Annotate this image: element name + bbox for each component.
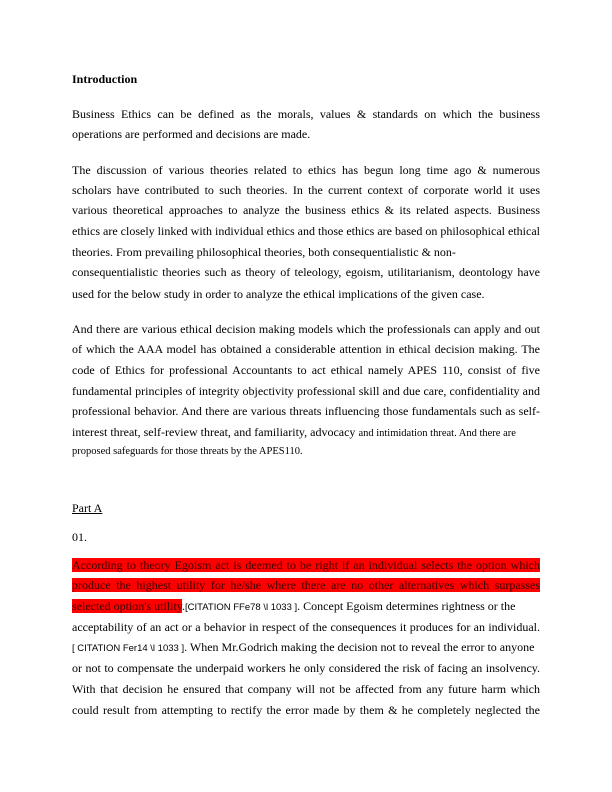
highlighted-text: According to theory Egoism act is deemed to be right if an individual selects the option which: [72, 558, 540, 572]
question-number: 01.: [72, 530, 87, 544]
paragraph-text: . Concept Egoism determines rightness or the: [297, 599, 516, 613]
paragraph-line: Business Ethics can be defined as the morals, values & standards on which the business: [72, 107, 540, 121]
paragraph-line-mixed: [72, 425, 540, 441]
paragraph-line: The discussion of various theories related to ethics has begun long time ago & numerous: [72, 163, 540, 177]
paragraph-line: code of Ethics for professional Accountants to act ethical namely APES 110, consist of five: [72, 363, 540, 377]
paragraph-line: theories. From prevailing philosophical theories, both consequentialistic & non-: [72, 245, 456, 259]
paragraph-line: various theoretical approaches to analyze the business ethics & its related aspects. Business: [72, 203, 540, 217]
paragraph-line: scholars have contributed to such theories. In the current context of corporate world it uses: [72, 183, 540, 197]
heading-introduction: Introduction: [72, 72, 138, 86]
paragraph-line: consequentialistic theories such as theory of teleology, egoism, utilitarianism, deontology have: [72, 265, 540, 279]
heading-part-a: Part A: [72, 501, 103, 515]
highlighted-text: produce the highest utility for he/she where there are no other alternatives which surpasses: [72, 578, 540, 592]
paragraph-line: professional behavior. And there are various threats influencing those fundamentals such as self-: [72, 404, 540, 418]
paragraph-line: could result from attempting to rectify the error made by them & he completely neglected the: [72, 703, 540, 717]
paragraph-line: With that decision he ensured that company will not be affected from any future harm which: [72, 682, 540, 696]
paragraph-line: of which the AAA model has obtained a considerable attention in ethical decision making. The: [72, 342, 540, 356]
paragraph-line: proposed safeguards for those threats by the APES110.: [72, 446, 303, 457]
paragraph-line: And there are various ethical decision making models which the professionals can apply and out: [72, 322, 540, 336]
paragraph-line: used for the below study in order to analyze the ethical implications of the given case.: [72, 287, 485, 301]
paragraph-line: or not to compensate the underpaid workers he only considered the risk of facing an insolvency.: [72, 661, 540, 675]
paragraph-line-mixed: [72, 599, 540, 615]
paragraph-line-mixed: [72, 640, 540, 656]
paragraph-line: operations are performed and decisions are made.: [72, 127, 311, 141]
paragraph-text-small: and intimidation threat. And there are: [358, 428, 516, 439]
paragraph-line: fundamental principles of integrity objectivity professional skill and due care, confidentiality and: [72, 384, 540, 398]
paragraph-text: .: [182, 599, 186, 613]
paragraph-text: . When Mr.Godrich making the decision not to reveal the error to anyone: [184, 640, 535, 654]
citation-field: [ CITATION Fer14 \l 1033 ]: [72, 643, 185, 654]
paragraph-line: ethics are closely linked with individual ethics and those ethics are based on philosophical ethical: [72, 224, 540, 238]
highlighted-text: selected option's utility: [72, 599, 183, 613]
highlighted-line: [72, 558, 540, 572]
highlighted-line: [72, 578, 540, 592]
paragraph-text: interest threat, self-review threat, and familiarity, advocacy: [72, 425, 356, 439]
paragraph-line: acceptability of an act or a behavior in respect of the consequences it produces for an individual.: [72, 620, 540, 634]
citation-field: [CITATION FFe78 \l 1033 ]: [185, 602, 298, 613]
